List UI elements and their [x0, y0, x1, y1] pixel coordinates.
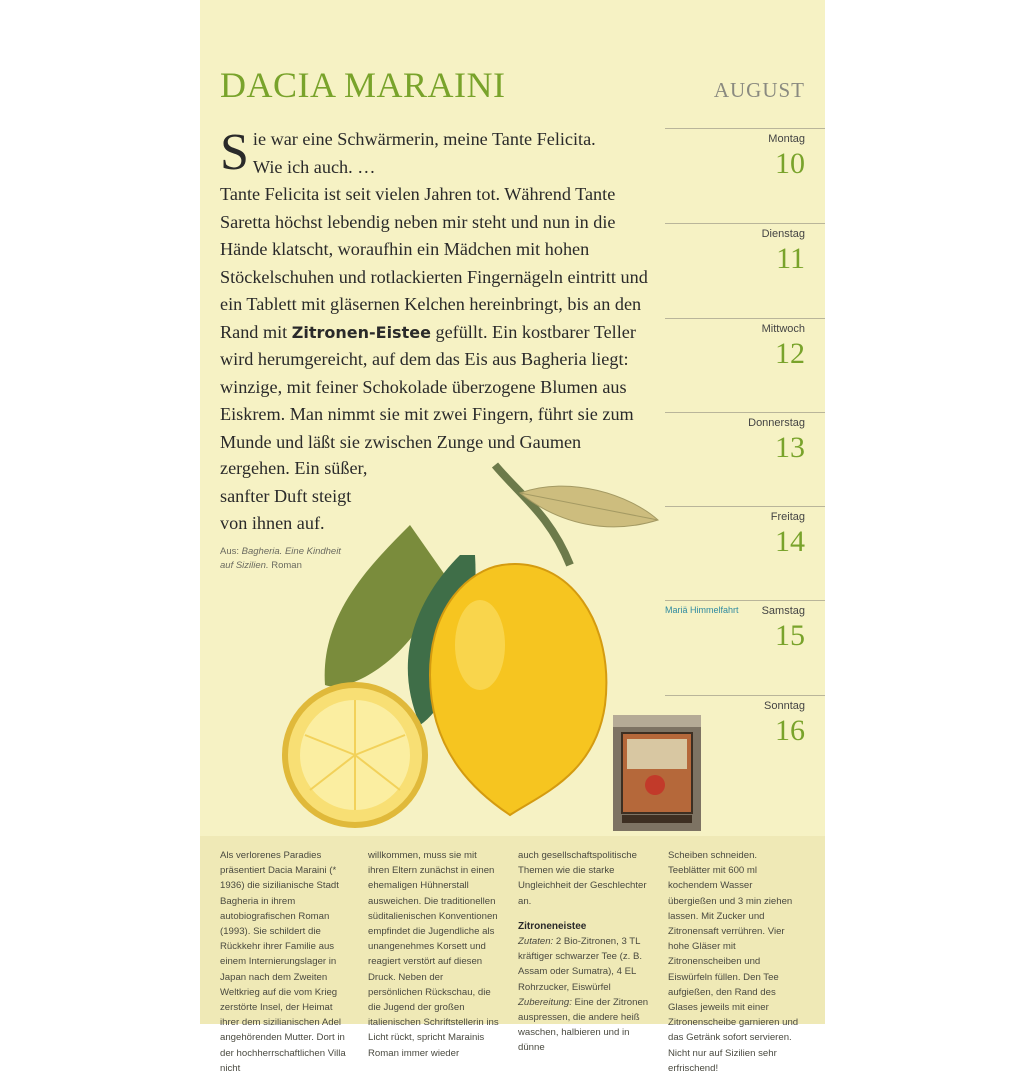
highlight-term: Zitronen-Eistee: [291, 322, 431, 342]
day-entry[interactable]: Montag 10: [665, 128, 825, 223]
holiday-label: Mariä Himmelfahrt: [665, 605, 739, 615]
info-column-3: auch gesellschaftspolitische Themen wie die starke Ungleichheit der Geschlechter an. Zitroneneistee Zutaten: 2 Bio-Zitronen, 3 TL kräftiger schwarzer Tee (z. B. Assam oder Sumatra), 4 EL Rohrzucker, Eiswürfel Zubereitung: Eine der Zitronen auspressen, die andere heiß waschen, halbieren und in dünne: [518, 850, 649, 1054]
month-label: AUGUST: [713, 78, 805, 102]
info-column-4: Scheiben schneiden. Teeblätter mit 600 ml kochendem Wasser übergießen und 3 min ziehen lassen. Mit Zucker und Zitronensaft verrühren. Vier hohe Gläser mit Zitronenscheiben und Eiswürfeln füllen. Den Tee aufgießen, den Rand des Glases jeweils mit einer Zitronenscheibe garnieren und das Getränk sofort servieren. Nicht nur auf Sizilien sehr erfrischend!: [668, 850, 799, 1074]
info-column-1: Als verlorenes Paradies präsentiert Dacia Maraini (* 1936) die sizilianische Stadt Bagheria in ihrem autobiografischen Roman (1993). Sie schildert die Rückkehr ihrer Familie aus einem Internierungslager in Japan nach dem Zweiten Weltkrieg auf die vom Krieg zerstörte Insel, der Heimat ihrer dem sizilianischen Adel angehörenden Mutter. Dort in der hochherrschaftlichen Villa nicht: [220, 850, 346, 1074]
author-title: DACIA MARAINI: [220, 65, 506, 105]
calendar-page: [200, 0, 825, 1074]
story-tail: zergehen. Ein süßer, sanfter Duft steigt von ihnen auf.: [220, 458, 368, 533]
day-entry[interactable]: Mariä Himmelfahrt Samstag 15: [665, 600, 825, 695]
day-entry[interactable]: Mittwoch 12: [665, 318, 825, 413]
info-column-2: willkommen, muss sie mit ihren Eltern zunächst in einen ehemaligen Hühnerstall ausweichen. Die traditionellen süditalienischen Konventionen empfindet die Jugendliche als unangenehmes Korsett und reagiert verstört auf diesen Druck. Neben der persönlichen Rückschau, die die Jugend der großen italienischen Schriftstellerin ins Licht rückt, spricht Marainis Roman immer wieder: [368, 850, 499, 1059]
day-entry[interactable]: Freitag 14: [665, 506, 825, 601]
story-text: Sie war eine Schwärmerin, meine Tante Felicita. Wie ich auch. … Tante Felicita ist seit vielen Jahren tot. Während Tante Saretta höchst lebendig neben mir steht und nun in die Hände klatscht, woraufhin ein Mädchen mit hohen Stöckelschuhen und rotlackierten Fingernägeln eintritt und ein Tablett mit gläsernen Kelchen hereinbringt, bis an den Rand mit Zitronen-Eistee gefüllt. Ein kostbarer Teller wird herumgereicht, auf dem das Eis aus Bagheria liegt: winzige, mit feiner Schokolade überzogene Blumen aus Eiskrem. Man nimmt sie mit zwei Fingern, führt sie zum Munde und läßt sie zwischen Zunge und Gaumen: [220, 124, 648, 452]
day-entry[interactable]: Sonntag 16: [665, 695, 825, 790]
info-section: [200, 836, 825, 1074]
recipe-title: Zitroneneistee: [518, 920, 587, 932]
source-citation: Aus: Bagheria. Eine Kindheit auf Sizilien. Roman: [220, 546, 341, 571]
day-entry[interactable]: Dienstag 11: [665, 223, 825, 318]
drop-cap: S: [220, 124, 249, 181]
day-entry[interactable]: Donnerstag 13: [665, 412, 825, 507]
